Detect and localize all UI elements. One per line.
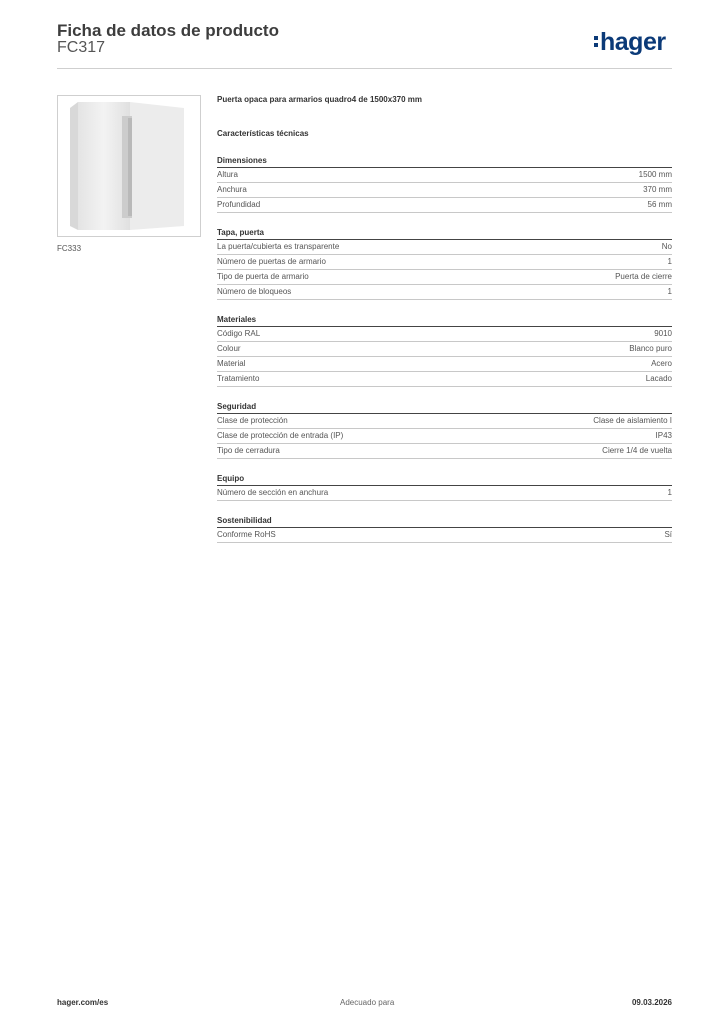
section-title: Equipo bbox=[217, 472, 672, 486]
door-panel-icon bbox=[58, 96, 200, 236]
spec-value: 1 bbox=[667, 257, 672, 266]
product-image bbox=[57, 95, 201, 237]
page-title: Ficha de datos de producto bbox=[57, 21, 279, 40]
spec-section bbox=[217, 313, 672, 387]
product-code: FC317 bbox=[57, 39, 106, 56]
logo-text: hager bbox=[600, 28, 666, 56]
spec-row bbox=[217, 198, 672, 213]
spec-value: No bbox=[661, 242, 672, 251]
spec-label: Profundidad bbox=[217, 200, 261, 209]
spec-row bbox=[217, 528, 672, 543]
spec-row bbox=[217, 357, 672, 372]
spec-row bbox=[217, 342, 672, 357]
footer-date: 09.03.2026 bbox=[631, 998, 672, 1007]
spec-label: Clase de protección de entrada (IP) bbox=[217, 431, 344, 440]
spec-label: Tipo de cerradura bbox=[217, 446, 280, 455]
spec-section bbox=[217, 400, 672, 459]
spec-label: Colour bbox=[217, 344, 241, 353]
spec-label: Altura bbox=[217, 170, 238, 179]
section-title: Materiales bbox=[217, 313, 672, 327]
section-title: Sostenibilidad bbox=[217, 514, 672, 528]
spec-label: Número de puertas de armario bbox=[217, 257, 326, 266]
spec-value: Lacado bbox=[645, 374, 672, 383]
spec-section bbox=[217, 514, 672, 543]
section-title: Seguridad bbox=[217, 400, 672, 414]
specs-panel bbox=[217, 93, 672, 543]
spec-value: IP43 bbox=[655, 431, 672, 440]
spec-label: Tipo de puerta de armario bbox=[217, 272, 309, 281]
tech-heading: Características técnicas bbox=[217, 129, 309, 138]
logo-dots-icon bbox=[594, 36, 598, 50]
spec-label: La puerta/cubierta es transparente bbox=[217, 242, 340, 251]
spec-row bbox=[217, 486, 672, 501]
spec-label: Clase de protección bbox=[217, 416, 288, 425]
spec-row bbox=[217, 168, 672, 183]
spec-value: 1500 mm bbox=[638, 170, 672, 179]
spec-label: Número de sección en anchura bbox=[217, 488, 329, 497]
spec-value: 9010 bbox=[654, 329, 672, 338]
spec-value: Sí bbox=[664, 530, 672, 539]
spec-row bbox=[217, 255, 672, 270]
spec-row bbox=[217, 183, 672, 198]
spec-label: Tratamiento bbox=[217, 374, 260, 383]
spec-row bbox=[217, 414, 672, 429]
spec-label: Código RAL bbox=[217, 329, 261, 338]
spec-row bbox=[217, 444, 672, 459]
footer-note: Adecuado para bbox=[340, 998, 395, 1007]
spec-row bbox=[217, 327, 672, 342]
section-title: Tapa, puerta bbox=[217, 226, 672, 240]
footer-website: hager.com/es bbox=[57, 998, 109, 1007]
spec-label: Conforme RoHS bbox=[217, 530, 276, 539]
spec-value: Blanco puro bbox=[629, 344, 672, 353]
section-title: Dimensiones bbox=[217, 154, 672, 168]
spec-row bbox=[217, 429, 672, 444]
spec-section bbox=[217, 472, 672, 501]
spec-section bbox=[217, 226, 672, 300]
spec-value: 56 mm bbox=[647, 200, 672, 209]
spec-row bbox=[217, 372, 672, 387]
spec-row bbox=[217, 285, 672, 300]
hager-logo bbox=[594, 28, 666, 57]
spec-section bbox=[217, 154, 672, 213]
product-description: Puerta opaca para armarios quadro4 de 1500x370 mm bbox=[217, 95, 422, 104]
spec-value: Clase de aislamiento I bbox=[593, 416, 672, 425]
spec-value: 370 mm bbox=[643, 185, 672, 194]
spec-value: 1 bbox=[667, 287, 672, 296]
spec-label: Anchura bbox=[217, 185, 247, 194]
spec-row bbox=[217, 240, 672, 255]
image-caption: FC333 bbox=[57, 244, 82, 253]
spec-value: Cierre 1/4 de vuelta bbox=[602, 446, 672, 455]
spec-value: Acero bbox=[651, 359, 672, 368]
spec-value: Puerta de cierre bbox=[615, 272, 672, 281]
spec-row bbox=[217, 270, 672, 285]
spec-value: 1 bbox=[667, 488, 672, 497]
header-divider bbox=[57, 68, 672, 69]
spec-sections bbox=[217, 154, 672, 543]
spec-label: Número de bloqueos bbox=[217, 287, 292, 296]
spec-label: Material bbox=[217, 359, 246, 368]
